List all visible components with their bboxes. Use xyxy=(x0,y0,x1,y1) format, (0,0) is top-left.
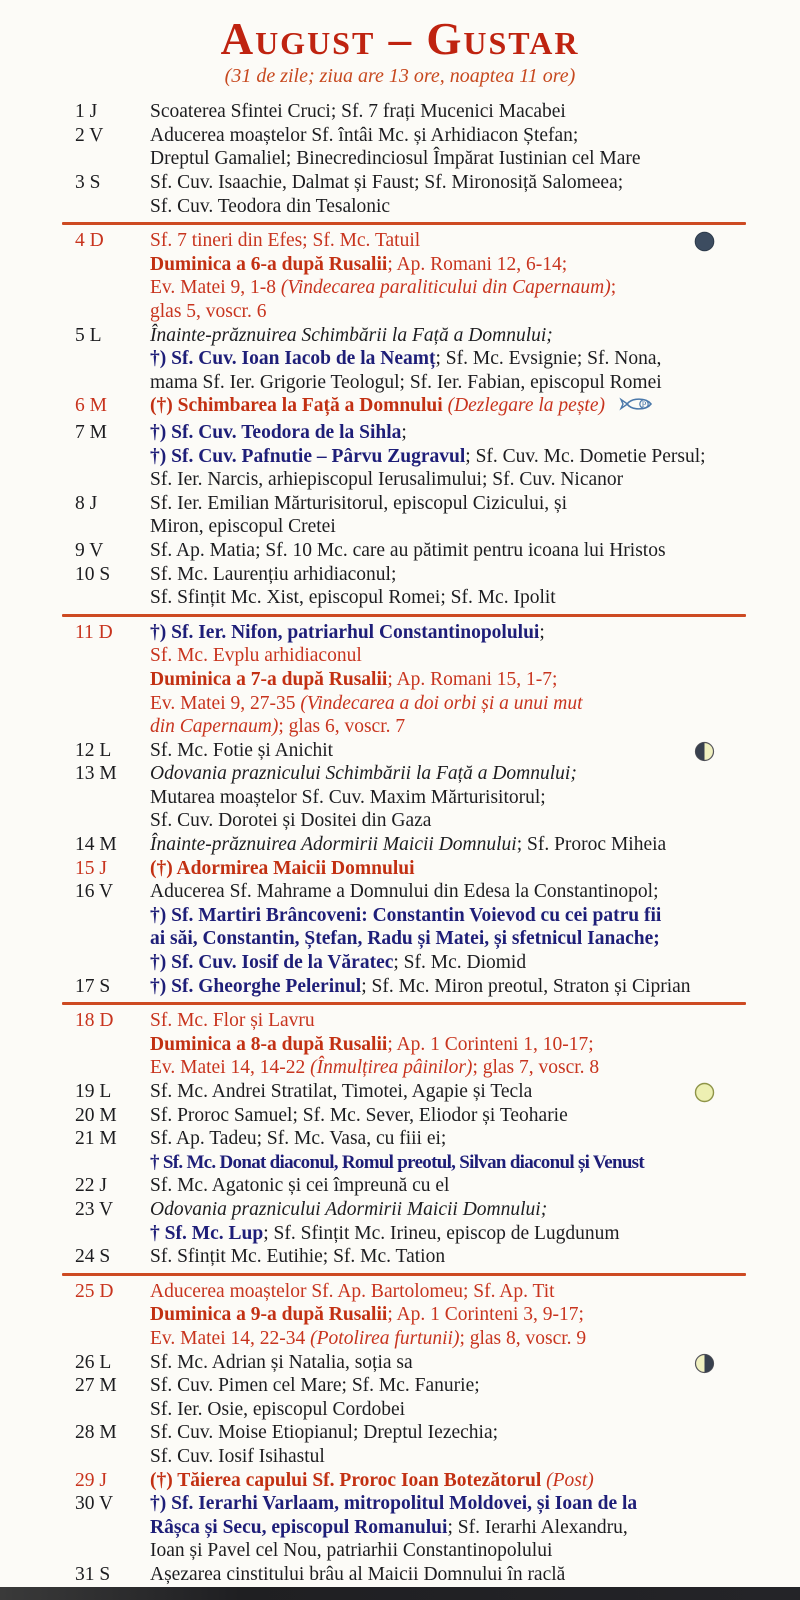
feast-line xyxy=(150,147,800,171)
calendar-day-row xyxy=(0,1280,800,1351)
calendar-day-row xyxy=(0,1374,800,1421)
calendar-day-row xyxy=(0,1421,800,1468)
feast-text-segment: Sf. Ier. Narcis, arhiepiscopul Ierusalimului; Sf. Cuv. Nicanor xyxy=(150,469,624,491)
feast-line xyxy=(150,1056,800,1080)
feast-line xyxy=(150,445,800,469)
calendar-day-row xyxy=(0,492,800,539)
day-feasts xyxy=(150,1174,800,1198)
day-feasts xyxy=(150,171,800,218)
calendar-day-row xyxy=(0,1009,800,1080)
day-label: 15 J xyxy=(75,857,107,879)
feast-text-segment: Sf. Mc. Laurențiu arhidiaconul; xyxy=(150,563,397,585)
feast-text-segment: Duminica a 6-a după Rusalii xyxy=(150,253,388,275)
feast-text-segment: Odovania praznicului Adormirii Maicii Domnului; xyxy=(150,1198,548,1220)
feast-text-segment: Râșca și Secu, episcopul Romanului xyxy=(150,1516,448,1538)
feast-line xyxy=(150,347,800,371)
calendar-day-row xyxy=(0,171,800,218)
page-header xyxy=(0,0,800,88)
day-label: 31 S xyxy=(75,1563,111,1585)
day-feasts xyxy=(150,100,800,124)
feast-text-segment: ; Sf. Ierarhi Alexandru, xyxy=(447,1516,628,1538)
feast-line xyxy=(150,124,800,148)
feast-text-segment: †) Sf. Cuv. Iosif de la Văratec xyxy=(150,952,394,974)
feast-line xyxy=(150,1245,800,1269)
feast-text-segment: Sf. Ap. Tadeu; Sf. Mc. Vasa, cu fiii ei; xyxy=(150,1128,447,1150)
day-label: 8 J xyxy=(75,492,98,514)
feast-line xyxy=(150,692,800,716)
feast-text-segment: Ev. Matei 9, 27-35 xyxy=(150,692,301,714)
feast-text-segment: Aducerea moaștelor Sf. Ap. Bartolomeu; Sf. Ap. Tit xyxy=(150,1280,555,1302)
feast-line xyxy=(150,1563,800,1587)
feast-text-segment: (Dezlegare la pește) xyxy=(447,395,605,417)
calendar-day-row xyxy=(0,975,800,999)
calendar-day-row xyxy=(0,1104,800,1128)
week-divider xyxy=(62,1273,746,1276)
day-label: 29 J xyxy=(75,1469,107,1491)
feast-text-segment: Aducerea moaștelor Sf. întâi Mc. și Arhidiacon Ștefan; xyxy=(150,124,579,146)
feast-text-segment: Sf. Ier. Emilian Mărturisitorul, episcopul Cizicului, și xyxy=(150,492,568,514)
svg-text:P: P xyxy=(641,399,647,410)
feast-line xyxy=(150,1516,800,1540)
calendar-day-row xyxy=(0,229,800,323)
feast-text-segment: Sf. Sfințit Mc. Eutihie; Sf. Mc. Tation xyxy=(150,1246,446,1268)
feast-text-segment: (†) Adormirea Maicii Domnului xyxy=(150,857,415,879)
feast-line xyxy=(150,468,800,492)
feast-line xyxy=(150,1469,800,1493)
feast-line xyxy=(150,1222,800,1246)
day-feasts xyxy=(150,1563,800,1587)
day-label: 23 V xyxy=(75,1198,114,1220)
feast-text-segment: ; Ap. 1 Corinteni 1, 10-17; xyxy=(387,1033,594,1055)
day-label: 10 S xyxy=(75,563,111,585)
feast-text-segment: Mutarea moaștelor Sf. Cuv. Maxim Mărturisitorul; xyxy=(150,786,546,808)
feast-line xyxy=(150,324,800,348)
calendar-day-row xyxy=(0,1469,800,1493)
feast-line xyxy=(150,1539,800,1563)
feast-text-segment: ; xyxy=(401,421,407,443)
feast-text-segment: † Sf. Mc. Donat diaconul, Romul preotul, Silvan diaconul și Venust xyxy=(150,1151,645,1173)
feast-line xyxy=(150,715,800,739)
day-feasts xyxy=(150,1280,800,1351)
month-title: August – Gustar xyxy=(220,14,580,64)
day-feasts xyxy=(150,539,800,563)
day-label: 3 S xyxy=(75,172,101,194)
day-label: 28 M xyxy=(75,1422,117,1444)
feast-text-segment: Sf. Mc. Flor și Lavru xyxy=(150,1010,315,1032)
day-label: 1 J xyxy=(75,101,98,123)
feast-line xyxy=(150,492,800,516)
calendar-day-row xyxy=(0,739,800,763)
feast-text-segment: Scoaterea Sfintei Cruci; Sf. 7 frați Mucenici Macabei xyxy=(150,101,566,123)
feast-text-segment: Miron, episcopul Cretei xyxy=(150,516,336,538)
feast-text-segment: Sf. Cuv. Teodora din Tesalonic xyxy=(150,195,391,217)
feast-text-segment: Ev. Matei 14, 22-34 xyxy=(150,1327,311,1349)
week-divider xyxy=(62,1002,746,1005)
feast-text-segment: ; xyxy=(610,277,617,299)
calendar-day-row xyxy=(0,1492,800,1563)
feast-text-segment: Sf. Mc. Andrei Stratilat, Timotei, Agapie și Tecla xyxy=(150,1081,533,1102)
calendar-day-row xyxy=(0,100,800,124)
feast-line xyxy=(150,762,800,786)
feast-text-segment: †) Sf. Martiri Brâncoveni: Constantin Voievod cu cei patru fii xyxy=(150,904,662,926)
feast-text-segment: Sf. Mc. Evplu arhidiaconul xyxy=(150,645,362,667)
feast-line xyxy=(150,1421,800,1445)
feast-line xyxy=(150,880,800,904)
day-label: 22 J xyxy=(75,1175,107,1197)
month-subtitle: (31 de zile; ziua are 13 ore, noaptea 11 ore) xyxy=(224,65,576,88)
feast-line xyxy=(150,276,800,300)
feast-text-segment: Sf. Sfințit Mc. Xist, episcopul Romei; Sf. Mc. Ipolit xyxy=(150,587,556,609)
day-label: 4 D xyxy=(75,230,104,252)
feast-line xyxy=(150,975,800,999)
feast-line xyxy=(150,951,800,975)
calendar-day-row xyxy=(0,1080,800,1104)
day-feasts xyxy=(150,621,800,739)
day-feasts xyxy=(150,563,800,610)
week-divider xyxy=(62,614,746,617)
full-moon-icon xyxy=(694,1082,715,1103)
day-feasts xyxy=(150,1198,800,1245)
day-label: 25 D xyxy=(75,1280,114,1302)
feast-line xyxy=(150,857,800,881)
feast-text-segment: Duminica a 8-a după Rusalii xyxy=(150,1033,388,1055)
feast-line xyxy=(150,1104,800,1128)
day-label: 16 V xyxy=(75,881,114,903)
feast-text-segment: ; Sf. Sfințit Mc. Irineu, episcop de Lugdunum xyxy=(263,1222,620,1244)
feast-text-segment: ; Ap. 1 Corinteni 3, 9-17; xyxy=(387,1304,584,1326)
feast-text-segment: Sf. Proroc Samuel; Sf. Mc. Sever, Eliodor și Teoharie xyxy=(150,1104,568,1126)
feast-text-segment: ; Sf. Mc. Diomid xyxy=(393,952,527,974)
feast-line xyxy=(150,421,800,445)
week-divider xyxy=(62,222,746,225)
feast-text-segment: Odovania praznicului Schimbării la Față a Domnului; xyxy=(150,763,577,785)
feast-text-segment: ; Sf. Cuv. Mc. Dometie Persul; xyxy=(465,445,706,467)
calendar-day-row xyxy=(0,1351,800,1375)
day-feasts xyxy=(150,1104,800,1128)
day-label: 6 M xyxy=(75,395,107,417)
feast-text-segment: Sf. Mc. Agatonic și cei împreună cu el xyxy=(150,1175,450,1197)
feast-text-segment: ; Ap. Romani 15, 1-7; xyxy=(387,668,558,690)
feast-text-segment: (†) Tăierea capului Sf. Proroc Ioan Botezătorul xyxy=(150,1469,547,1491)
calendar-day-row xyxy=(0,421,800,492)
feast-text-segment: Ioan și Pavel cel Nou, patriarhii Constantinopolului xyxy=(150,1540,553,1562)
feast-line xyxy=(150,195,800,219)
feast-text-segment: †) Sf. Ier. Nifon, patriarhul Constantinopolului xyxy=(150,621,540,643)
feast-line xyxy=(150,394,800,421)
feast-text-segment: Sf. Mc. Fotie și Anichit xyxy=(150,739,334,761)
feast-line xyxy=(150,563,800,587)
feast-line xyxy=(150,515,800,539)
feast-text-segment: ai săi, Constantin, Ștefan, Radu și Matei, și sfetnicul Ianache; xyxy=(150,928,660,950)
calendar-day-row xyxy=(0,1198,800,1245)
day-feasts xyxy=(150,1127,800,1174)
calendar-day-row xyxy=(0,394,800,421)
day-feasts xyxy=(150,1421,800,1468)
feast-text-segment: Înainte-prăznuirea Adormirii Maicii Domnului xyxy=(150,834,517,856)
feast-text-segment: (Vindecarea paraliticului din Capernaum) xyxy=(280,277,611,299)
feast-line xyxy=(150,253,800,277)
feast-text-segment: †) Sf. Cuv. Pafnutie – Pârvu Zugravul xyxy=(150,445,466,467)
feast-text-segment: (Potolirea furtunii) xyxy=(310,1327,460,1349)
feast-line xyxy=(150,1492,800,1516)
feast-line xyxy=(150,1127,800,1151)
feast-line xyxy=(150,927,800,951)
calendar-day-row xyxy=(0,1127,800,1174)
feast-line xyxy=(150,371,800,395)
day-feasts xyxy=(150,762,800,833)
feast-text-segment: Sf. Ap. Matia; Sf. 10 Mc. care au pătimit pentru icoana lui Hristos xyxy=(150,539,666,561)
feast-text-segment: Sf. Mc. Adrian și Natalia, soția sa xyxy=(150,1351,413,1373)
feast-text-segment: ; glas 8, voscr. 9 xyxy=(459,1327,587,1349)
day-label: 14 M xyxy=(75,834,117,856)
day-label: 26 L xyxy=(75,1351,112,1373)
feast-text-segment: †) Sf. Cuv. Teodora de la Sihla xyxy=(150,421,402,443)
feast-text-segment: Sf. Cuv. Isaachie, Dalmat și Faust; Sf. Mironosiță Salomeea; xyxy=(150,172,624,194)
feast-text-segment: ; Sf. Proroc Miheia xyxy=(516,834,667,856)
feast-text-segment: †) Sf. Ierarhi Varlaam, mitropolitul Moldovei, și Ioan de la xyxy=(150,1493,638,1515)
feast-text-segment: (Post) xyxy=(546,1469,594,1491)
day-label: 7 M xyxy=(75,421,107,443)
calendar-day-row xyxy=(0,1174,800,1198)
day-feasts xyxy=(150,394,800,421)
calendar-day-row xyxy=(0,857,800,881)
day-feasts xyxy=(150,421,800,492)
feast-text-segment: ; glas 6, voscr. 7 xyxy=(278,716,406,738)
day-feasts xyxy=(150,1009,800,1080)
day-feasts xyxy=(150,492,800,539)
feast-line xyxy=(150,809,800,833)
day-label: 9 V xyxy=(75,539,104,561)
calendar-day-row xyxy=(0,621,800,739)
feast-line xyxy=(150,100,800,124)
calendar-day-row xyxy=(0,539,800,563)
calendar-day-row xyxy=(0,880,800,974)
day-label: 20 M xyxy=(75,1104,117,1126)
day-label: 2 V xyxy=(75,124,104,146)
day-label: 21 M xyxy=(75,1128,117,1150)
day-feasts xyxy=(150,1374,800,1421)
feast-text-segment: ; Sf. Mc. Miron preotul, Straton și Ciprian xyxy=(361,975,691,997)
feast-line xyxy=(150,904,800,928)
feast-text-segment: Sf. Cuv. Pimen cel Mare; Sf. Mc. Fanurie; xyxy=(150,1375,480,1397)
feast-text-segment: mama Sf. Ier. Grigorie Teologul; Sf. Ier. Fabian, episcopul Romei xyxy=(150,371,662,393)
feast-text-segment: Sf. Cuv. Dorotei și Dositei din Gaza xyxy=(150,810,432,832)
day-label: 17 S xyxy=(75,975,111,997)
calendar-day-row xyxy=(0,833,800,857)
feast-text-segment: † Sf. Mc. Lup xyxy=(150,1222,264,1244)
feast-line xyxy=(150,586,800,610)
feast-text-segment: Sf. Cuv. Iosif Isihastul xyxy=(150,1445,325,1467)
calendar-day-row xyxy=(0,563,800,610)
day-feasts xyxy=(150,1492,800,1563)
feast-text-segment: †) Sf. Gheorghe Pelerinul xyxy=(150,975,362,997)
feast-text-segment: ; xyxy=(539,621,545,643)
feast-line xyxy=(150,539,800,563)
day-feasts xyxy=(150,975,800,999)
day-label: 19 L xyxy=(75,1081,112,1102)
feast-text-segment: Duminica a 9-a după Rusalii xyxy=(150,1304,388,1326)
feast-line xyxy=(150,1009,800,1033)
feast-text-segment: ; glas 7, voscr. 8 xyxy=(472,1057,600,1079)
feast-text-segment: Înainte-prăznuirea Schimbării la Față a Domnului; xyxy=(150,324,553,346)
calendar-day-row xyxy=(0,1563,800,1587)
calendar-day-row xyxy=(0,124,800,171)
feast-text-segment: ; Ap. Romani 12, 6-14; xyxy=(387,253,568,275)
feast-line xyxy=(150,171,800,195)
day-label: 11 D xyxy=(75,621,113,643)
feast-line xyxy=(150,621,800,645)
day-feasts xyxy=(150,124,800,171)
day-label: 30 V xyxy=(75,1493,114,1515)
feast-text-segment: Sf. Cuv. Moise Etiopianul; Dreptul Iezechia; xyxy=(150,1422,499,1444)
feast-text-segment: (†) Schimbarea la Față a Domnului xyxy=(150,395,448,417)
feast-text-segment: din Capernaum) xyxy=(150,716,279,738)
calendar-day-row xyxy=(0,1245,800,1269)
feast-line xyxy=(150,833,800,857)
feast-line xyxy=(150,1445,800,1469)
first-quarter-moon-icon xyxy=(694,741,715,762)
feast-line xyxy=(150,1327,800,1351)
feast-line xyxy=(150,1374,800,1398)
day-label: 27 M xyxy=(75,1375,117,1397)
day-feasts xyxy=(150,324,800,395)
feast-line xyxy=(150,668,800,692)
feast-line xyxy=(150,1151,800,1175)
last-quarter-moon-icon xyxy=(694,1353,715,1374)
day-feasts xyxy=(150,1469,800,1493)
day-label: 13 M xyxy=(75,763,117,785)
feast-line xyxy=(150,644,800,668)
calendar-days xyxy=(0,100,800,1586)
day-label: 24 S xyxy=(75,1246,111,1268)
feast-line xyxy=(150,1033,800,1057)
feast-text-segment: Așezarea cinstitului brâu al Maicii Domnului în raclă xyxy=(150,1563,566,1585)
day-feasts xyxy=(150,833,800,857)
day-label: 12 L xyxy=(75,739,112,761)
feast-text-segment: Aducerea Sf. Mahrame a Domnului din Edesa la Constantinopol; xyxy=(150,881,659,903)
feast-line xyxy=(150,300,800,324)
feast-text-segment: Sf. Ier. Osie, episcopul Cordobei xyxy=(150,1398,406,1420)
feast-text-segment: Duminica a 7-a după Rusalii xyxy=(150,668,388,690)
calendar-day-row xyxy=(0,324,800,395)
feast-line xyxy=(150,1398,800,1422)
feast-text-segment: ; Sf. Mc. Evsignie; Sf. Nona, xyxy=(435,348,662,370)
day-label: 18 D xyxy=(75,1010,114,1032)
feast-text-segment: Ev. Matei 14, 14-22 xyxy=(150,1057,311,1079)
page-bottom-edge xyxy=(0,1587,800,1600)
feast-line xyxy=(150,1174,800,1198)
feast-text-segment: (Vindecarea a doi orbi și a unui mut xyxy=(300,692,583,714)
day-feasts xyxy=(150,857,800,881)
feast-line xyxy=(150,786,800,810)
calendar-day-row xyxy=(0,762,800,833)
feast-text-segment: Ev. Matei 9, 1-8 xyxy=(150,277,281,299)
feast-text-segment: Sf. 7 tineri din Efes; Sf. Mc. Tatuil xyxy=(150,230,421,252)
day-label: 5 L xyxy=(75,324,102,346)
feast-text-segment: †) Sf. Cuv. Ioan Iacob de la Neamț xyxy=(150,348,436,370)
feast-text-segment: glas 5, voscr. 6 xyxy=(150,301,267,322)
day-feasts xyxy=(150,880,800,974)
day-feasts xyxy=(150,1245,800,1269)
feast-line xyxy=(150,1198,800,1222)
feast-line xyxy=(150,1303,800,1327)
feast-text-segment: (Înmulțirea pâinilor) xyxy=(310,1057,473,1079)
feast-line xyxy=(150,1280,800,1304)
new-moon-icon xyxy=(694,231,715,252)
feast-text-segment: Dreptul Gamaliel; Binecredinciosul Împărat Iustinian cel Mare xyxy=(150,148,641,170)
fish-icon xyxy=(619,394,657,421)
